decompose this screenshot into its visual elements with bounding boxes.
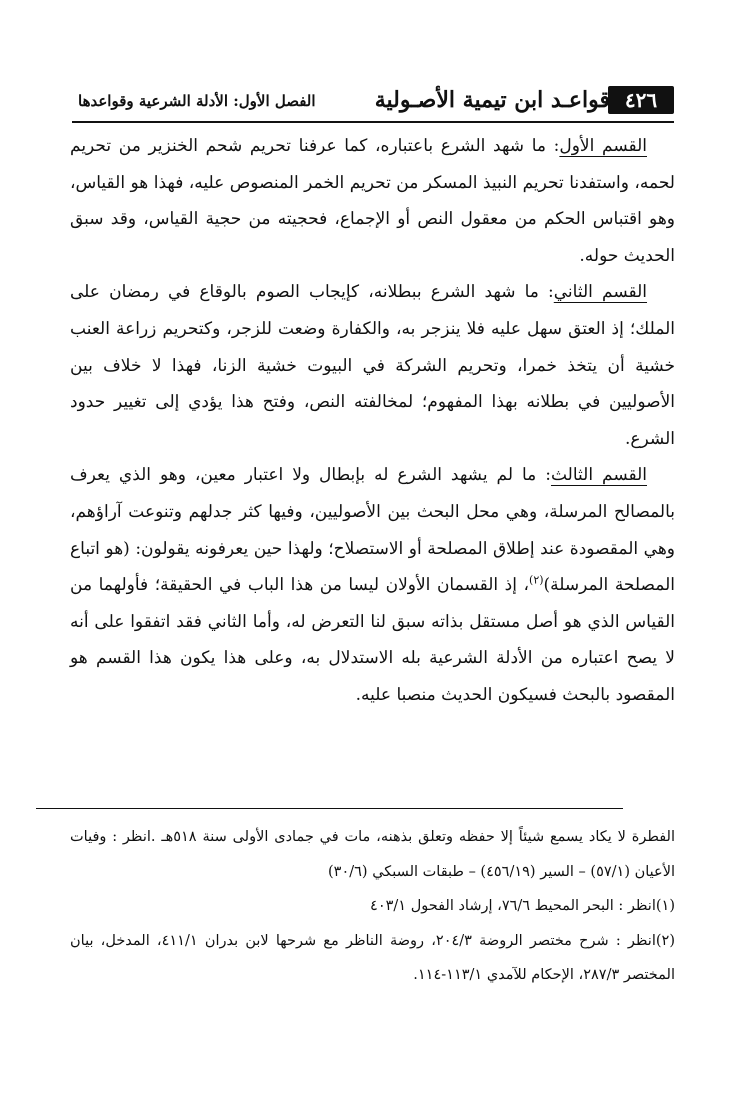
page-number: ٤٢٦ xyxy=(608,86,674,114)
section-1-label: القسم الأول xyxy=(559,136,647,156)
chapter-title: الفصل الأول: الأدلة الشرعية وقواعدها xyxy=(78,92,316,110)
section-2-label: القسم الثاني xyxy=(553,282,648,303)
paragraph-section-2 xyxy=(70,274,675,457)
page-header xyxy=(78,82,674,118)
footnote-ref-2: (٢) xyxy=(529,573,544,587)
paragraph-section-1 xyxy=(70,128,675,274)
section-2-text: : ما شهد الشرع ببطلانه، كإيجاب الصوم بالوقاع في رمضان على الملك؛ إذ العتق سهل عليه فلا ينزجر به، والكفارة وضعت للزجر، وكتحريم زراعة العنب خشية أن يتخذ خمرا، وتحريم الشركة في البيوت خشية الزنا، فهذا لا خلاف بين الأصوليين في بطلانه بهذا المفهوم؛ لمخالفته النص، وفتح هذا يؤدي إلى تغيير حدود الشرع. xyxy=(70,282,675,449)
main-text xyxy=(70,128,675,714)
section-3-text-continued: ، إذ القسمان الأولان ليسا من هذا الباب في الحقيقة؛ فأولهما من القياس الذي هو أصل مستقل بذاته سبق لنا التعرض له، وأما الثاني فقد اتفقوا على أنه لا يصح اعتباره من الأدلة الشرعية بله الاستدلال به، وعلى هذا يكون هذا القسم هو المقصود بالبحث فسيكون الحديث منصبا عليه. xyxy=(70,575,675,705)
book-title: قواعـد ابن تيمية الأصـولية xyxy=(374,87,610,113)
paragraph-section-3 xyxy=(70,457,675,713)
footnote-continuation: الفطرة لا يكاد يسمع شيئاً إلا حفظه وتعلق بذهنه، مات في جمادى الأولى سنة ٥١٨هـ .انظر : وفيات الأعيان (٥٧/١) – السير (٤٥٦/١٩) – طبقات السبكي (٣٠/٦) xyxy=(70,829,675,880)
section-3-text: : ما لم يشهد الشرع له بإبطال ولا اعتبار معين، وهو الذي يعرف بالمصالح المرسلة، وهي محل البحث بين الأصوليين، وفيها كثر جدلهم وتنوعت آراؤهم، وهي المقصودة عند إطلاق المصلحة أو الاستصلاح؛ ولهذا حين يعرفونه يقولون: (هو اتباع المصلحة المرسلة) xyxy=(70,465,676,596)
footnotes xyxy=(70,820,675,993)
footnote-2: (٢)انظر : شرح مختصر الروضة ٢٠٤/٣، روضة الناظر مع شرحها لابن بدران ٤١١/١، المدخل، بيان المختصر ٢٨٧/٣، الإحكام للآمدي ١١٣/١-١١٤. xyxy=(70,932,675,983)
footnote-1: (١)انظر : البحر المحيط ٧٦/٦، إرشاد الفحول ٤٠٣/١ xyxy=(370,898,675,914)
section-3-label: القسم الثالث xyxy=(550,465,647,486)
section-1-text: : ما شهد الشرع باعتباره، كما عرفنا تحريم شحم الخنزير من تحريم لحمه، واستفدنا تحريم النبيذ المسكر من تحريم الخمر المنصوص عليه، فهذا هو القياس، وهو اقتباس الحكم من معقول النص أو الإجماع، فحجيته من حجية القياس، وقد سبق الحديث حوله. xyxy=(70,136,675,266)
header-divider xyxy=(72,121,674,123)
footnote-divider xyxy=(36,808,623,809)
